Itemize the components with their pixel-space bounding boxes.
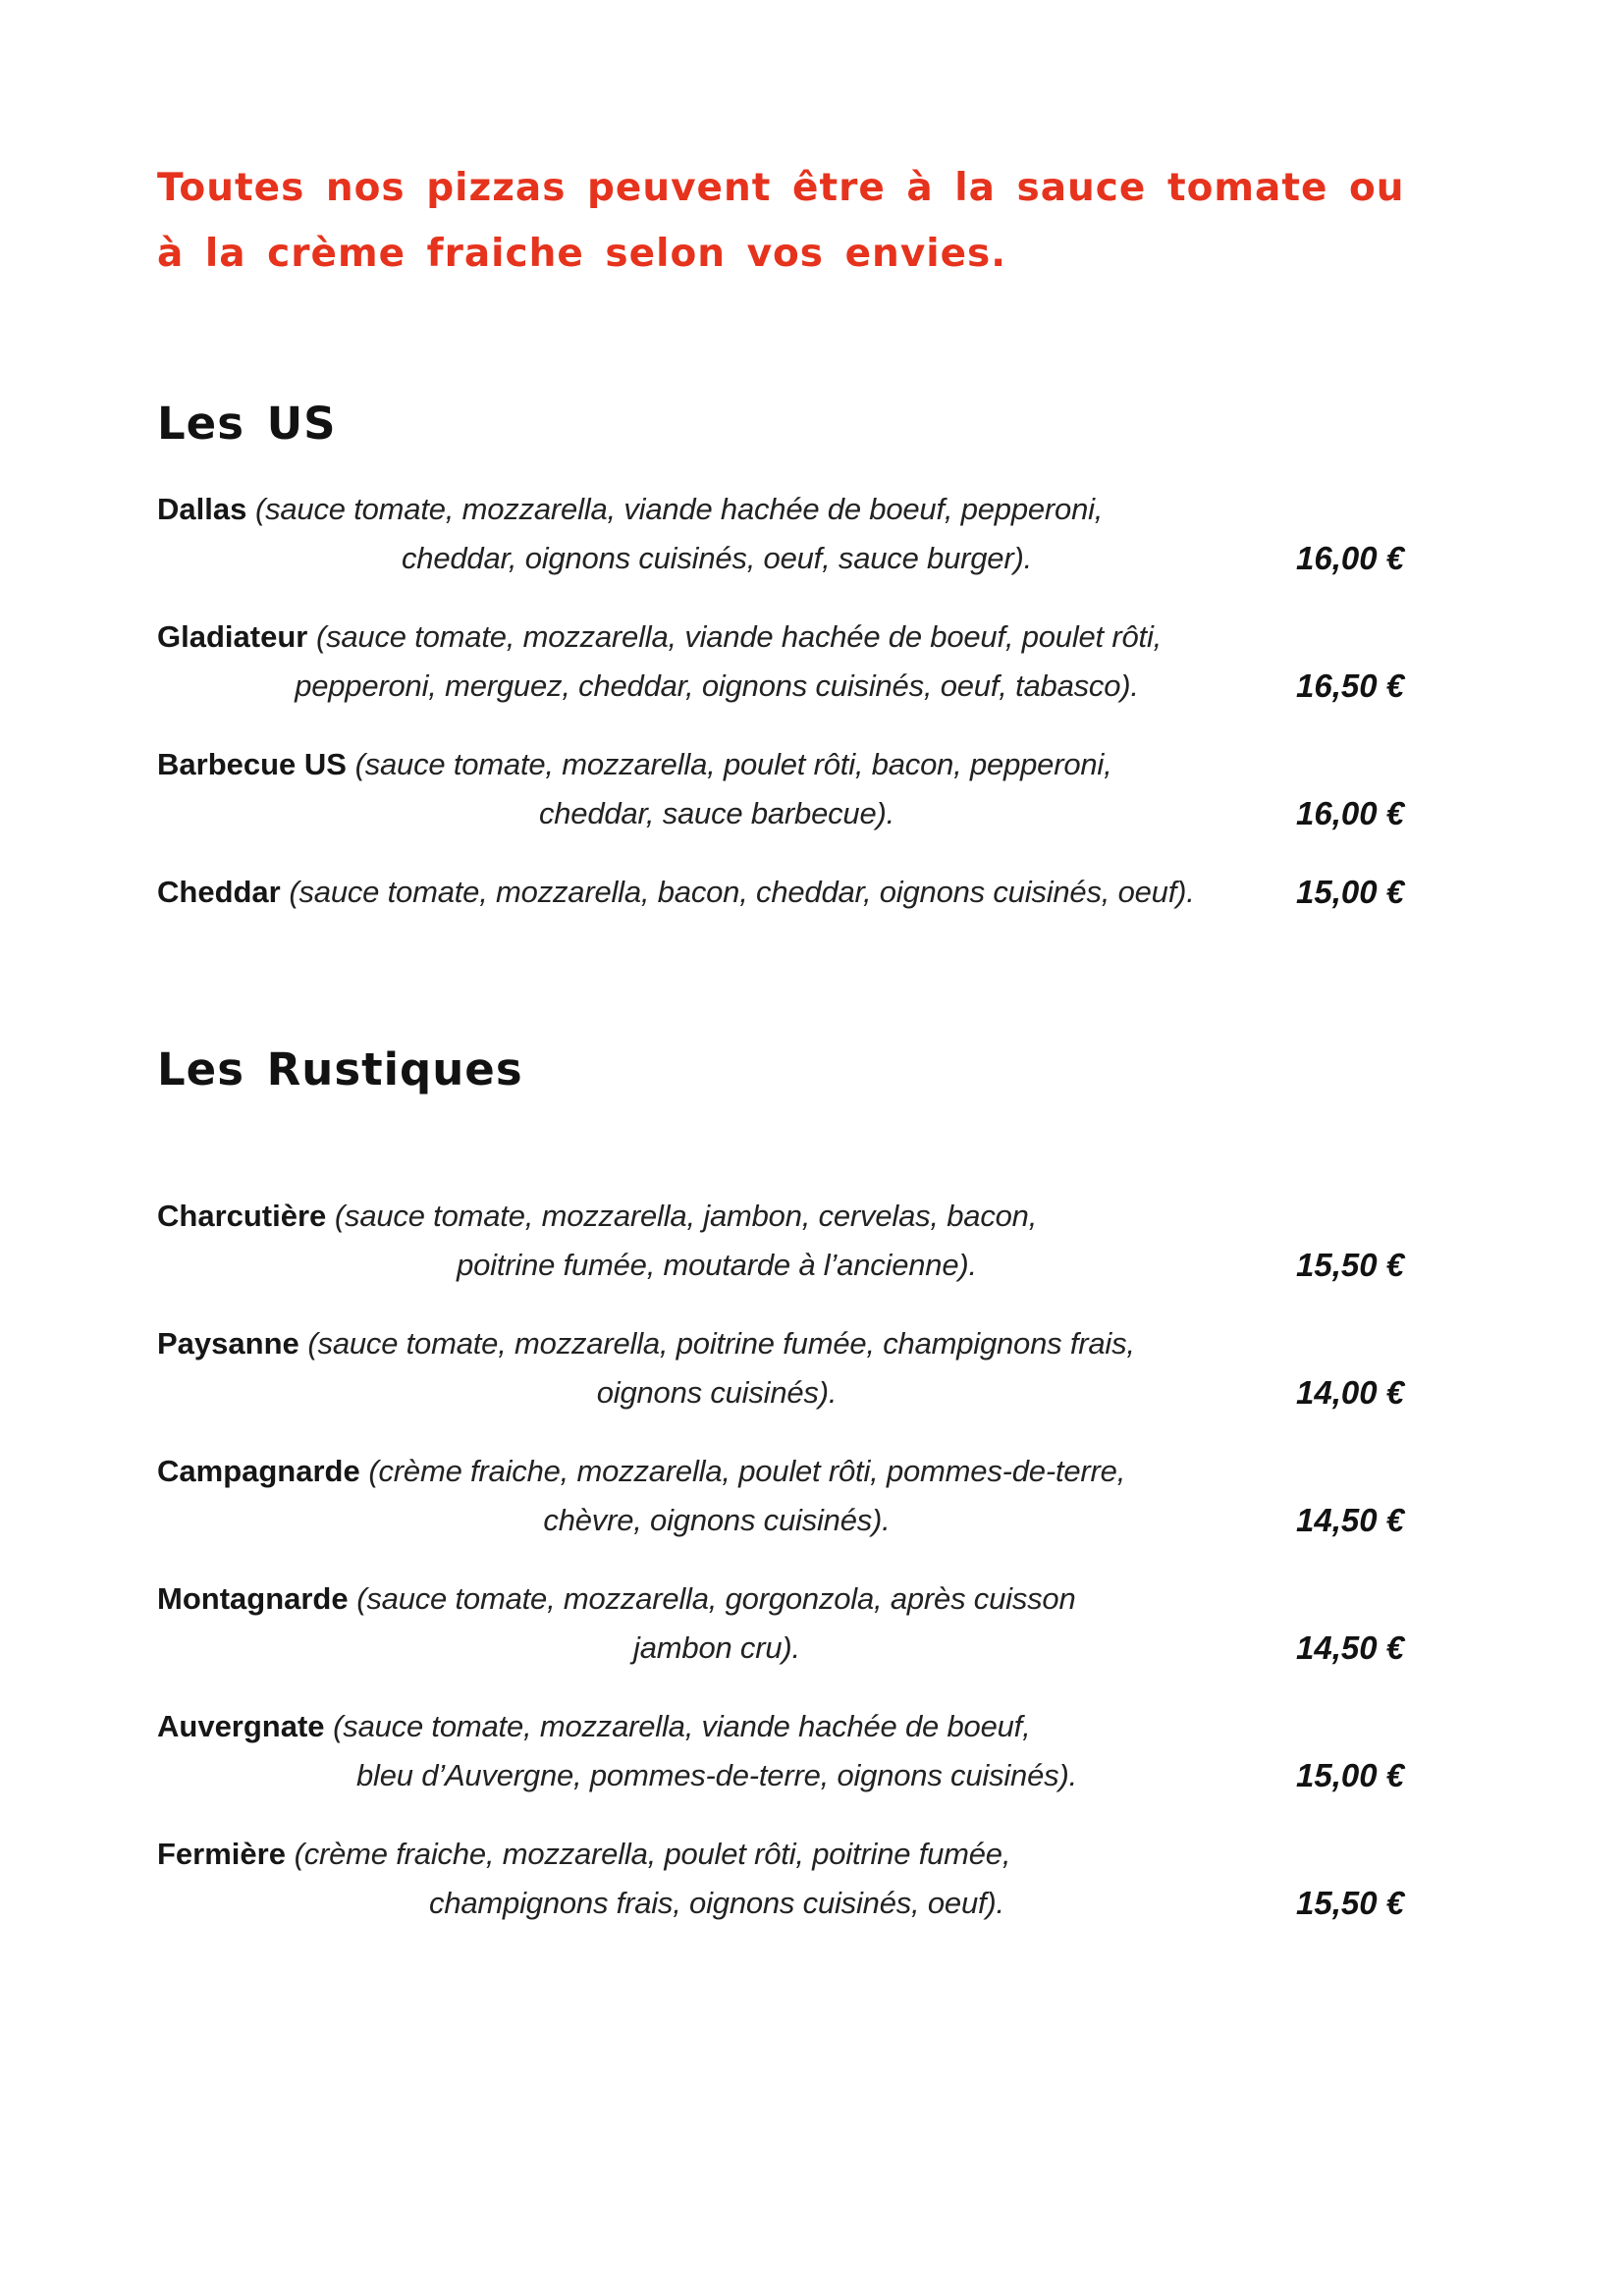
menu-item-price: 16,00 € [1296,540,1405,576]
menu-item-name: Montagnarde [157,1581,349,1616]
menu-item-name: Dallas [157,492,247,526]
menu-item-text [157,1702,1276,1800]
menu-item-gladiateur [157,613,1473,711]
menu-item-paysanne [157,1319,1473,1417]
menu-item-line1 [157,1575,1276,1624]
menu-item-line1 [157,1702,1276,1751]
menu-item-line1 [157,1319,1276,1368]
menu-item-description-line2: pepperoni, merguez, cheddar, oignons cuisinés, oeuf, tabasco). [295,668,1139,703]
menu-item-description-line1: (sauce tomate, mozzarella, viande hachée de boeuf, poulet rôti, [315,619,1163,654]
section-title-les-rustiques: Les Rustiques [157,1043,523,1095]
menu-item-text [157,868,1276,917]
menu-item-dallas [157,485,1473,583]
menu-item-auvergnate [157,1702,1473,1800]
menu-item-description-line1: (sauce tomate, mozzarella, viande hachée de boeuf, [333,1709,1031,1743]
menu-item-description-line2: champignons frais, oignons cuisinés, oeuf). [429,1886,1004,1920]
menu-item-line1 [157,613,1276,662]
section-les-us [157,397,1473,917]
menu-item-name: Campagnarde [157,1454,360,1488]
menu-item-price: 15,00 € [1296,874,1405,910]
menu-item-charcutiere [157,1192,1473,1290]
menu-item-campagnarde [157,1447,1473,1545]
menu-note-line1: Toutes nos pizzas peuvent être à la sauce tomate ou [157,166,1405,210]
menu-item-barbecue-us [157,740,1473,838]
menu-item-description-line2: jambon cru). [633,1630,800,1665]
menu-item-cheddar [157,868,1473,917]
menu-item-name: Paysanne [157,1326,299,1361]
menu-item-name: Auvergnate [157,1709,325,1743]
menu-item-description-line2: chèvre, oignons cuisinés). [543,1503,891,1537]
menu-item-text [157,1192,1276,1290]
menu-item-description-line1: (crème fraiche, mozzarella, poulet rôti, pommes-de-terre, [368,1454,1126,1488]
menu-item-description-line1: (sauce tomate, mozzarella, viande hachée de boeuf, pepperoni, [254,492,1104,526]
menu-item-price: 15,50 € [1296,1247,1405,1283]
menu-item-price: 14,50 € [1296,1629,1405,1666]
menu-item-description-line1: (sauce tomate, mozzarella, jambon, cervelas, bacon, [334,1199,1038,1233]
menu-item-price: 16,50 € [1296,667,1405,704]
menu-item-name: Barbecue US [157,747,347,781]
menu-item-line1 [157,740,1276,789]
menu-item-text [157,740,1276,838]
menu-item-description-line1: (sauce tomate, mozzarella, bacon, cheddar, oignons cuisinés, oeuf). [289,875,1195,909]
menu-item-line1 [157,1192,1276,1241]
menu-item-price: 14,50 € [1296,1502,1405,1538]
menu-item-text [157,1830,1276,1928]
menu-item-name: Fermière [157,1837,286,1871]
menu-item-line1 [157,1447,1276,1496]
menu-item-description-line1: (sauce tomate, mozzarella, gorgonzola, après cuisson [356,1581,1076,1616]
menu-item-price: 15,50 € [1296,1885,1405,1921]
section-title-les-us: Les US [157,398,337,450]
menu-item-line1 [157,485,1276,534]
menu-item-description-line2: oignons cuisinés). [596,1375,838,1410]
menu-item-line1 [157,1830,1276,1879]
menu-item-description-line1: (sauce tomate, mozzarella, poitrine fumée, champignons frais, [307,1326,1135,1361]
menu-item-text [157,1319,1276,1417]
menu-item-name: Charcutière [157,1199,327,1233]
menu-item-text [157,485,1276,583]
section-les-rustiques [157,1042,1473,1928]
menu-item-montagnarde [157,1575,1473,1673]
menu-item-description-line2: cheddar, oignons cuisinés, oeuf, sauce burger). [401,541,1032,575]
menu-note-line2: à la crème fraiche selon vos envies. [157,232,1007,276]
menu-item-description-line2: bleu d’Auvergne, pommes-de-terre, oignons cuisinés). [356,1758,1077,1792]
menu-item-description-line1: (sauce tomate, mozzarella, poulet rôti, bacon, pepperoni, [354,747,1112,781]
menu-item-line1 [157,868,1276,917]
menu-item-fermiere [157,1830,1473,1928]
menu-item-price: 15,00 € [1296,1757,1405,1793]
menu-item-price: 14,00 € [1296,1374,1405,1411]
menu-item-name: Gladiateur [157,619,308,654]
menu-item-text [157,1447,1276,1545]
menu-item-description-line2: poitrine fumée, moutarde à l’ancienne). [457,1248,977,1282]
menu-item-price: 16,00 € [1296,795,1405,831]
menu-item-text [157,613,1276,711]
menu-item-description-line2: cheddar, sauce barbecue). [538,796,895,830]
menu-item-name: Cheddar [157,875,281,909]
menu-note [157,155,1473,287]
menu-item-description-line1: (crème fraiche, mozzarella, poulet rôti, poitrine fumée, [294,1837,1011,1871]
menu-item-text [157,1575,1276,1673]
